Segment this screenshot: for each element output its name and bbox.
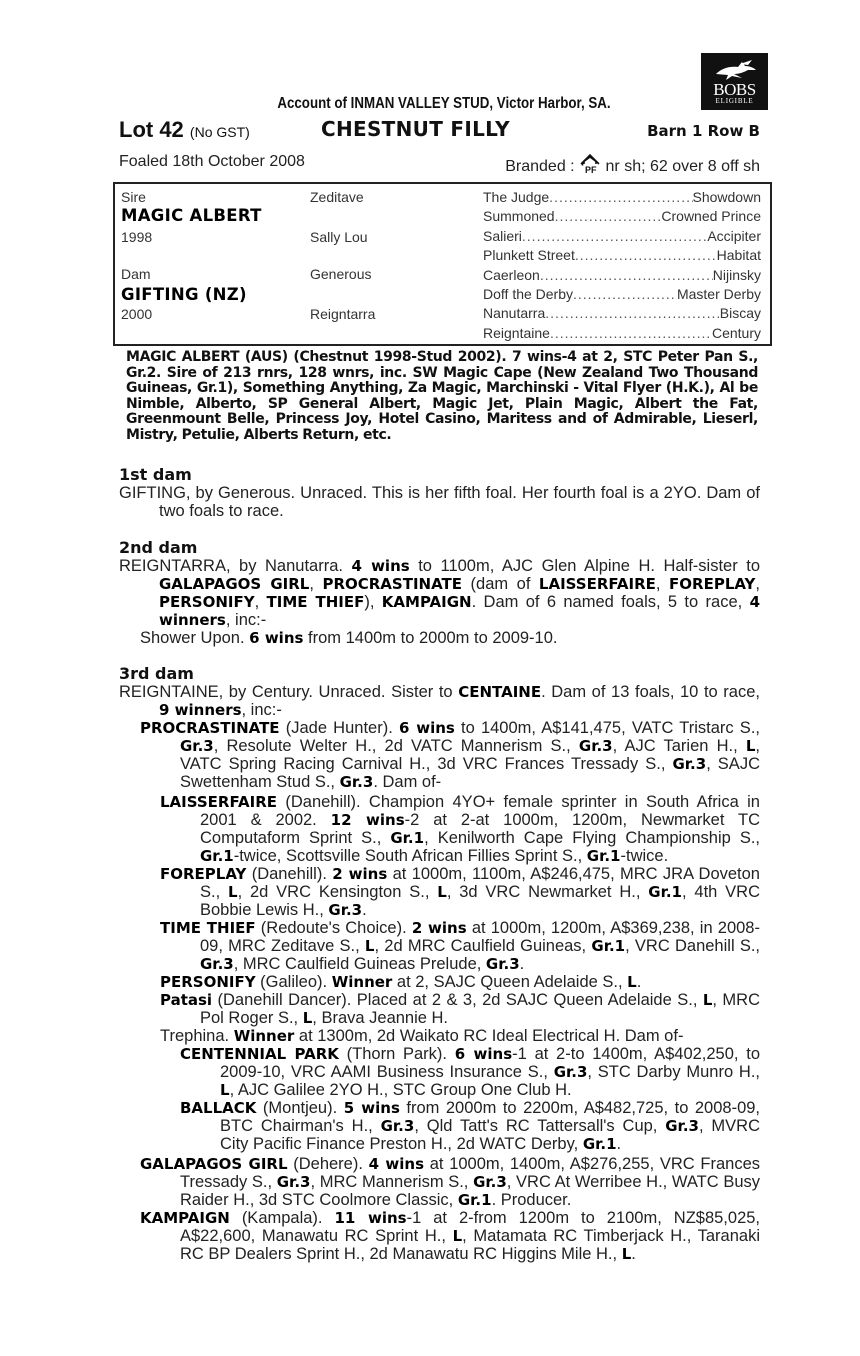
great-grandsire: Crowned Prince: [661, 208, 761, 225]
vendor-account: Account of INMAN VALLEY STUD, Victor Harbor, SA.: [277, 95, 611, 112]
emphasis-text: Gr.1: [457, 1191, 492, 1209]
pedigree-entry: [119, 683, 760, 719]
emphasis-text: L: [702, 991, 713, 1009]
dot-leader: [575, 247, 717, 266]
entry-text: Trephina.: [160, 1027, 234, 1045]
emphasis-text: Winner: [233, 1027, 295, 1045]
grandsire: Salieri: [483, 227, 522, 244]
grandsire: Summoned: [483, 208, 555, 225]
branded-info: [505, 153, 760, 176]
great-grandsire: Accipiter: [707, 227, 761, 244]
emphasis-text: BALLACK: [180, 1099, 257, 1117]
entry-text: , 2d MRC Caulfield Guineas,: [374, 937, 592, 955]
grandparent-row: [483, 247, 761, 266]
emphasis-text: L: [220, 1081, 230, 1099]
entry-text: , VATC Spring Racing Carnival H., 3d VRC Frances Tressady S.,: [180, 737, 760, 773]
entry-text: (Thorn Park).: [338, 1045, 455, 1063]
entry-text: , Resolute Welter H., 2d VATC Mannerism S.,: [213, 737, 579, 755]
gst-note: (No GST): [189, 124, 250, 140]
dot-leader: [550, 325, 712, 344]
emphasis-text: PROCRASTINATE: [140, 719, 280, 737]
entry-text: , MRC Mannerism S.,: [310, 1173, 474, 1191]
emphasis-text: 6 wins: [454, 1045, 513, 1063]
emphasis-text: CENTENNIAL PARK: [180, 1045, 339, 1063]
entry-text: -2 at 2-at 1000m, 1200m, Newmarket TC Computaform Sprint S.,: [200, 811, 760, 847]
emphasis-text: L: [452, 1227, 463, 1245]
pedigree-entry: [160, 1027, 760, 1045]
entry-text: at 1000m, 1400m, A$276,255, VRC Frances Tressady S.,: [180, 1155, 761, 1191]
lot-header: [119, 117, 760, 145]
emphasis-text: Gr.3: [473, 1173, 507, 1191]
emphasis-text: Gr.1: [390, 829, 425, 847]
dot-leader: [549, 189, 692, 208]
entry-text: from 2000m to 2200m, A$482,725, to 2008-09, BTC Chairman's H.,: [220, 1099, 761, 1135]
branded-label: Branded :: [505, 158, 575, 175]
great-grandsire: Century: [711, 324, 761, 341]
grandsire: Nanutarra: [483, 305, 546, 322]
dam-section-title: 1st dam: [119, 465, 192, 484]
svg-text:PF: PF: [585, 165, 597, 175]
pedigree-entry: [160, 991, 760, 1027]
grandparent-row: [483, 189, 761, 208]
entry-text: .: [362, 901, 367, 919]
lot-label: Lot 42: [119, 117, 184, 142]
grandparent-row: [483, 267, 761, 286]
emphasis-text: L: [621, 1245, 632, 1263]
emphasis-text: TIME THIEF: [160, 919, 256, 937]
brand-mark-icon: [579, 153, 601, 175]
barn-location: Barn 1 Row B: [647, 122, 760, 140]
emphasis-text: 11 wins: [334, 1209, 407, 1227]
sire-name: MAGIC ALBERT: [121, 206, 262, 225]
dot-leader: [555, 208, 662, 227]
great-grandsire: Master Derby: [676, 286, 761, 302]
entry-text: , VRC Danehill S.,: [625, 937, 761, 955]
great-grandsire: Nijinsky: [712, 266, 761, 283]
entry-text: . Dam of 6 named foals, 5 to race,: [471, 593, 750, 611]
dam-name: GIFTING (NZ): [121, 285, 247, 304]
emphasis-text: Winner: [331, 973, 393, 991]
emphasis-text: 9 winners: [159, 701, 242, 719]
entry-text: REIGNTAINE, by Century. Unraced. Sister to: [119, 683, 459, 701]
entry-text: , AJC Galilee 2YO H., STC Group One Club H.: [229, 1081, 572, 1099]
logo-text: BOBS: [713, 80, 756, 99]
emphasis-text: CENTAINE: [458, 683, 542, 701]
entry-text: at 1000m, 1100m, A$246,475, MRC JRA Doveton S.,: [200, 865, 760, 901]
dam-dam: Reigntarra: [310, 306, 376, 322]
emphasis-text: FOREPLAY: [160, 865, 247, 883]
emphasis-text: Patasi: [160, 991, 213, 1009]
emphasis-text: PERSONIFY: [160, 973, 256, 991]
grandparent-row: [483, 325, 761, 344]
entry-text: , inc:-: [241, 701, 282, 719]
emphasis-text: 4 wins: [368, 1155, 425, 1173]
entry-text: , MVRC City Pacific Finance Preston H., 2d WATC Derby,: [220, 1117, 760, 1153]
emphasis-text: Gr.3: [276, 1173, 311, 1191]
grandparent-row: [483, 208, 761, 227]
emphasis-text: LAISSERFAIRE: [160, 793, 277, 811]
entry-text: , inc:-: [225, 611, 267, 629]
entry-text: , VRC At Werribee H., WATC Busy Raider H., 3d STC Coolmore Classic,: [180, 1173, 760, 1209]
entry-text: at 1300m, 2d Waikato RC Ideal Electrical H. Dam of-: [294, 1027, 684, 1045]
pedigree-entry: [140, 1209, 760, 1263]
entry-text: -1 at 2-to 1400m, A$402,250, to 2009-10, VRC AAMI Business Insurance S.,: [220, 1045, 760, 1081]
great-grandsire: Habitat: [716, 247, 761, 264]
emphasis-text: 12 wins: [330, 811, 405, 829]
emphasis-text: Gr.3: [485, 955, 520, 973]
entry-text: GIFTING, by Generous. Unraced. This is her fifth foal. Her fourth foal is a 2YO. Dam of two foals to race.: [119, 484, 760, 520]
emphasis-text: KAMPAIGN: [381, 593, 472, 611]
dam-label: Dam: [121, 266, 151, 282]
dot-leader: [573, 286, 677, 305]
emphasis-text: PROCRASTINATE: [322, 575, 463, 593]
entry-text: -1 at 2-from 1200m to 2100m, NZ$85,025, A$22,600, Manawatu RC Sprint H.,: [180, 1209, 761, 1245]
grandsire: Doff the Derby: [483, 286, 574, 302]
emphasis-text: TIME THIEF: [266, 593, 365, 611]
pedigree-entry: [160, 919, 760, 973]
pedigree-entry: [180, 1099, 760, 1153]
dam-section-title: 3rd dam: [119, 664, 194, 683]
emphasis-text: PERSONIFY: [159, 593, 255, 611]
sire-summary: MAGIC ALBERT (AUS) (Chestnut 1998-Stud 2002). 7 wins-4 at 2, STC Peter Pan S., Gr.2. Sire of 213 rnrs, 128 wnrs, inc. SW Magic Cape (New Zealand Two Thousand Guineas, Gr.1), Something Anything, Za Magic, Marchinski - Vital Flyer (H.K.), Al be Nimble, Alberto, SP General Albert, Magic Jet, Plain Magic, Albert the Fat, Greenmount Belle, Princess Joy, Hotel Casino, Maritess and of Admirable, Lieserl, Mistry, Petulie, Alberts Return, etc.: [126, 349, 758, 443]
emphasis-text: Gr.3: [553, 1063, 588, 1081]
sire-sire: Zeditave: [310, 189, 364, 205]
horse-description: CHESTNUT FILLY: [321, 117, 510, 141]
grandsire: Plunkett Street: [483, 247, 575, 264]
entry-text: (Jade Hunter).: [279, 719, 399, 737]
emphasis-text: L: [302, 1009, 313, 1027]
grandparent-row: [483, 228, 761, 247]
entry-text: .: [636, 973, 642, 991]
great-grandsire: Showdown: [692, 189, 761, 205]
foaled-date: Foaled 18th October 2008: [119, 153, 305, 170]
dot-leader: [545, 305, 720, 324]
entry-text: to 1400m, A$141,475, VATC Tristarc S.,: [454, 719, 760, 737]
emphasis-text: Gr.3: [200, 955, 234, 973]
entry-text: , Qld Tatt's RC Tattersall's Cup,: [414, 1117, 666, 1135]
emphasis-text: Gr.1: [582, 1135, 617, 1153]
grandsire: The Judge: [483, 189, 550, 205]
emphasis-text: Gr.3: [665, 1117, 699, 1135]
entry-text: , AJC Tarien H.,: [612, 737, 746, 755]
emphasis-text: 6 wins: [398, 719, 455, 737]
emphasis-text: GALAPAGOS GIRL: [159, 575, 310, 593]
emphasis-text: L: [228, 883, 238, 901]
emphasis-text: 4 wins: [351, 557, 410, 575]
entry-text: -twice.: [620, 847, 669, 865]
entry-text: ,: [755, 575, 761, 593]
entry-text: , 4th VRC Bobbie Lewis H.,: [200, 883, 761, 919]
emphasis-text: Gr.3: [578, 737, 613, 755]
pedigree-box: [113, 182, 772, 346]
entry-text: from 1400m to 2000m to 2009-10.: [303, 629, 558, 647]
pedigree-entry: [140, 629, 760, 647]
emphasis-text: L: [364, 937, 375, 955]
emphasis-text: Gr.3: [339, 773, 374, 791]
entry-text: -twice, Scottsville South African Fillies Sprint S.,: [233, 847, 587, 865]
pedigree-entry: [140, 1155, 760, 1209]
branded-marks: nr sh; 62 over 8 off sh: [605, 158, 760, 175]
emphasis-text: L: [437, 883, 447, 901]
entry-text: . Dam of 13 foals, 10 to race,: [541, 683, 760, 701]
emphasis-text: 2 wins: [332, 865, 388, 883]
entry-text: (Danehill Dancer). Placed at 2 & 3, 2d SAJC Queen Adelaide S.,: [212, 991, 703, 1009]
sire-year: 1998: [121, 229, 153, 245]
dam-year: 2000: [121, 306, 153, 322]
pedigree-entry: [160, 793, 760, 865]
dot-leader: [540, 267, 713, 286]
grandparent-row: [483, 305, 761, 324]
entry-text: (Montjeu).: [256, 1099, 344, 1117]
entry-text: . Dam of-: [373, 773, 442, 791]
entry-text: ,: [254, 593, 267, 611]
horse-head-icon: [712, 58, 758, 82]
great-grandsire: Biscay: [719, 305, 761, 322]
emphasis-text: FOREPLAY: [669, 575, 756, 593]
pedigree-entry: [119, 484, 760, 520]
emphasis-text: 6 wins: [249, 629, 304, 647]
emphasis-text: Gr.1: [591, 937, 626, 955]
entry-text: (Danehill). Champion 4YO+ female sprinter in South Africa in 2001 & 2002.: [200, 793, 760, 829]
entry-text: , MRC Pol Roger S.,: [200, 991, 761, 1027]
entry-text: (dam of: [462, 575, 539, 593]
entry-text: (Dehere).: [287, 1155, 369, 1173]
sire-label: Sire: [121, 189, 146, 205]
emphasis-text: Gr.3: [380, 1117, 415, 1135]
entry-text: , STC Darby Munro H.,: [587, 1063, 760, 1081]
entry-text: ,: [655, 575, 670, 593]
emphasis-text: GALAPAGOS GIRL: [140, 1155, 288, 1173]
entry-text: .: [631, 1245, 636, 1263]
emphasis-text: Gr.1: [586, 847, 621, 865]
entry-text: ,: [309, 575, 323, 593]
grandsire: Reigntaine: [483, 324, 550, 341]
entry-text: at 2, SAJC Queen Adelaide S.,: [392, 973, 628, 991]
entry-text: Shower Upon.: [140, 629, 250, 647]
entry-text: , SAJC Swettenham Stud S.,: [180, 755, 760, 791]
dam-sire: Generous: [310, 266, 372, 282]
emphasis-text: Gr.1: [648, 883, 682, 901]
grandsire: Caerleon: [483, 266, 540, 283]
emphasis-text: 4 winners: [159, 593, 760, 629]
pedigree-entry: [119, 557, 760, 629]
entry-text: , Matamata RC Timberjack H., Taranaki RC BP Dealers Sprint H., 2d Manawatu RC Higgins Mile H.,: [180, 1227, 760, 1263]
entry-text: at 1000m, 1200m, A$369,238, in 2008-09, MRC Zeditave S.,: [200, 919, 760, 955]
logo-subtext: ELIGIBLE: [715, 97, 754, 105]
entry-text: ),: [364, 593, 382, 611]
pedigree-entry: [140, 719, 760, 791]
emphasis-text: Gr.3: [180, 737, 214, 755]
emphasis-text: LAISSERFAIRE: [538, 575, 656, 593]
entry-text: , Brava Jeannie H.: [312, 1009, 449, 1027]
pedigree-entry: [160, 865, 760, 919]
entry-text: .: [616, 1135, 622, 1153]
dam-section-title: 2nd dam: [119, 538, 198, 557]
emphasis-text: KAMPAIGN: [140, 1209, 230, 1227]
dot-leader: [522, 228, 707, 247]
entry-text: , 2d VRC Kensington S.,: [237, 883, 438, 901]
grandparent-row: [483, 286, 761, 305]
entry-text: REIGNTARRA, by Nanutarra.: [119, 557, 352, 575]
emphasis-text: L: [745, 737, 756, 755]
entry-text: . Producer.: [491, 1191, 572, 1209]
lot-number: [119, 117, 250, 143]
entry-text: (Redoute's Choice).: [255, 919, 412, 937]
entry-text: (Galileo).: [255, 973, 332, 991]
emphasis-text: 2 wins: [411, 919, 467, 937]
emphasis-text: Gr.3: [328, 901, 363, 919]
pedigree-entry: [160, 973, 760, 991]
emphasis-text: L: [627, 973, 637, 991]
entry-text: , Kenilworth Cape Flying Championship S.,: [424, 829, 761, 847]
entry-text: to 1100m, AJC Glen Alpine H. Half-sister to: [409, 557, 761, 575]
emphasis-text: 5 wins: [343, 1099, 400, 1117]
entry-text: , MRC Caulfield Guineas Prelude,: [233, 955, 486, 973]
sire-dam: Sally Lou: [310, 229, 368, 245]
entry-text: , 3d VRC Newmarket H.,: [446, 883, 649, 901]
emphasis-text: Gr.3: [672, 755, 707, 773]
pedigree-entry: [180, 1045, 760, 1099]
entry-text: .: [519, 955, 525, 973]
entry-text: (Danehill).: [246, 865, 333, 883]
entry-text: (Kampala).: [229, 1209, 335, 1227]
emphasis-text: Gr.1: [200, 847, 234, 865]
